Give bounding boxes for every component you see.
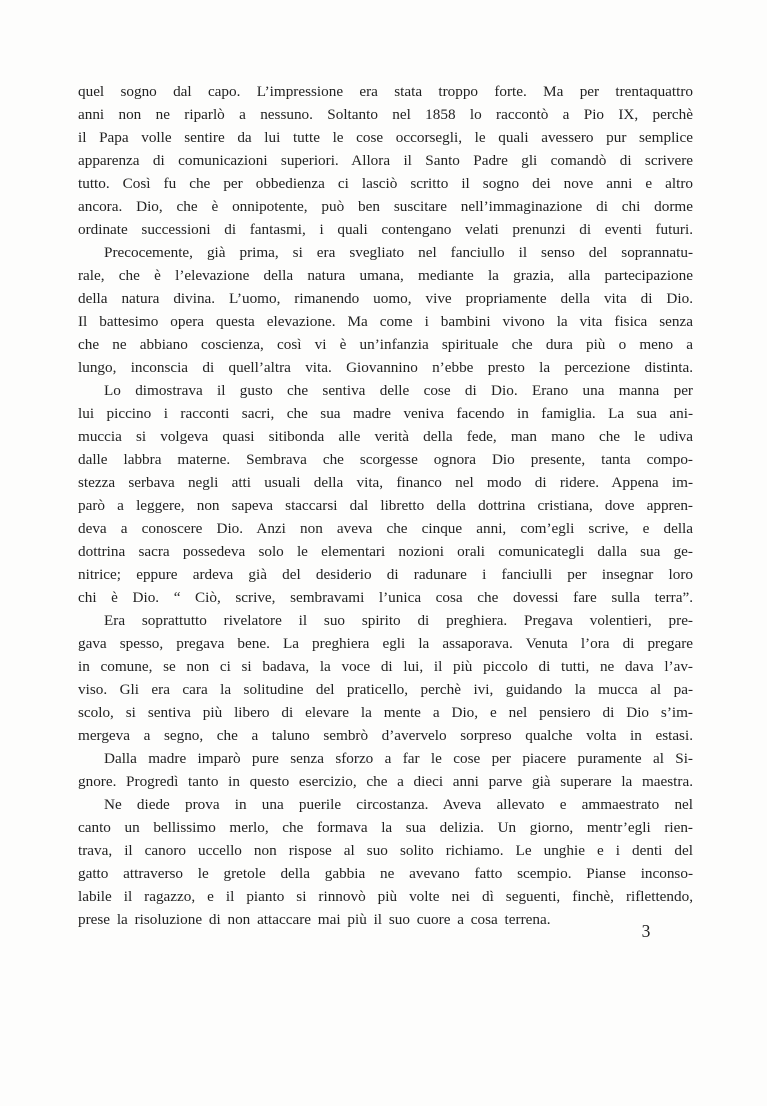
text-line: trava, il canoro uccello non rispose al suo solito richiamo. Le unghie e i denti del [78,842,693,859]
text-line: muccia si volgeva quasi sitibonda alle verità della fede, man mano che le udiva [78,428,693,445]
text-line: apparenza di comunicazioni superiori. Allora il Santo Padre gli comandò di scrivere [78,152,693,169]
text-line: gnore. Progredì tanto in questo esercizio, che a dieci anni parve già superare la maestra. [78,773,693,790]
text-line: gava spesso, pregava bene. La preghiera egli la assaporava. Venuta l’ora di pregare [78,635,693,652]
text-line: Lo dimostrava il gusto che sentiva delle cose di Dio. Erano una manna per [104,382,693,399]
text-line: dalle labbra materne. Sembrava che scorgesse ognora Dio presente, tanta compo- [78,451,693,468]
text-line: della natura divina. L’uomo, rimanendo uomo, vive propriamente della vita di Dio. [78,290,693,307]
text-line: anni non ne riparlò a nessuno. Soltanto nel 1858 lo raccontò a Pio IX, perchè [78,106,693,123]
text-line: in comune, se non ci si badava, la voce di lui, il più piccolo di tutti, ne dava l’av- [78,658,693,675]
text-line: Ne diede prova in una puerile circostanza. Aveva allevato e ammaestrato nel [104,796,693,813]
text-line: Dalla madre imparò pure senza sforzo a far le cose per piacere puramente al Si- [104,750,693,767]
text-line: lui piccino i racconti sacri, che sua madre veniva facendo in famiglia. La sua ani- [78,405,693,422]
text-line: quel sogno dal capo. L’impressione era stata troppo forte. Ma per trentaquattro [78,83,693,100]
text-line: labile il ragazzo, e il pianto si rinnovò più volte nei dì seguenti, finchè, riflettendo, [78,888,693,905]
page-number: 3 [641,921,651,941]
text-line: Era soprattutto rivelatore il suo spirito di preghiera. Pregava volentieri, pre- [104,612,693,629]
text-line: stezza serbava negli atti usuali della vita, financo nel modo di ridere. Appena im- [78,474,693,491]
text-line: gatto attraverso le gretole della gabbia ne avevano fatto scempio. Pianse inconso- [78,865,693,882]
text-line: chi è Dio. “ Ciò, scrive, sembravami l’unica cosa che dovessi fare sulla terra”. [78,589,693,606]
text-line: ordinate successioni di fantasmi, i quali contengano velati prenunzi di eventi futuri. [78,221,693,238]
text-line: Il battesimo opera questa elevazione. Ma come i bambini vivono la vita fisica senza [78,313,693,330]
text-line: dottrina sacra possedeva solo le elementari nozioni orali comunicategli dalla sua ge- [78,543,693,560]
text-line: ancora. Dio, che è onnipotente, può ben suscitare nell’immaginazione di chi dorme [78,198,693,215]
text-line: nitrice; eppure ardeva già del desiderio di radunare i fanciulli per insegnar loro [78,566,693,583]
text-line: Precocemente, già prima, si era svegliato nel fanciullo il senso del soprannatu- [104,244,693,261]
text-line: il Papa volle sentire da lui tutte le cose occorsegli, le quali avessero pur semplice [78,129,693,146]
page-text [78,80,693,931]
text-line: rale, che è l’elevazione della natura umana, mediante la grazia, alla partecipazione [78,267,693,284]
text-line: scolo, si sentiva più libero di elevare la mente a Dio, e nel pensiero di Dio s’im- [78,704,693,721]
text-line: parò a leggere, non sapeva staccarsi dal libretto della dottrina cristiana, dove appren- [78,497,693,514]
text-line: mergeva a segno, che a taluno sembrò d’avervelo sorpreso qualche volta in estasi. [78,727,693,744]
text-line: prese la risoluzione di non attaccare mai più il suo cuore a cosa terrena. [78,911,551,928]
text-line: canto un bellissimo merlo, che formava la sua delizia. Un giorno, mentr’egli rien- [78,819,693,836]
text-line: viso. Gli era cara la solitudine del praticello, perchè ivi, guidando la mucca al pa- [78,681,693,698]
text-line: che ne abbiano coscienza, così vi è un’infanzia spirituale che dura più o meno a [78,336,693,353]
text-line: lungo, inconscia di quell’altra vita. Giovannino n’ebbe presto la percezione distinta. [78,359,693,376]
text-line: tutto. Così fu che per obbedienza ci lasciò scritto il sogno dei nove anni e altro [78,175,693,192]
text-line: deva a conoscere Dio. Anzi non aveva che cinque anni, com’egli scrive, e della [78,520,693,537]
